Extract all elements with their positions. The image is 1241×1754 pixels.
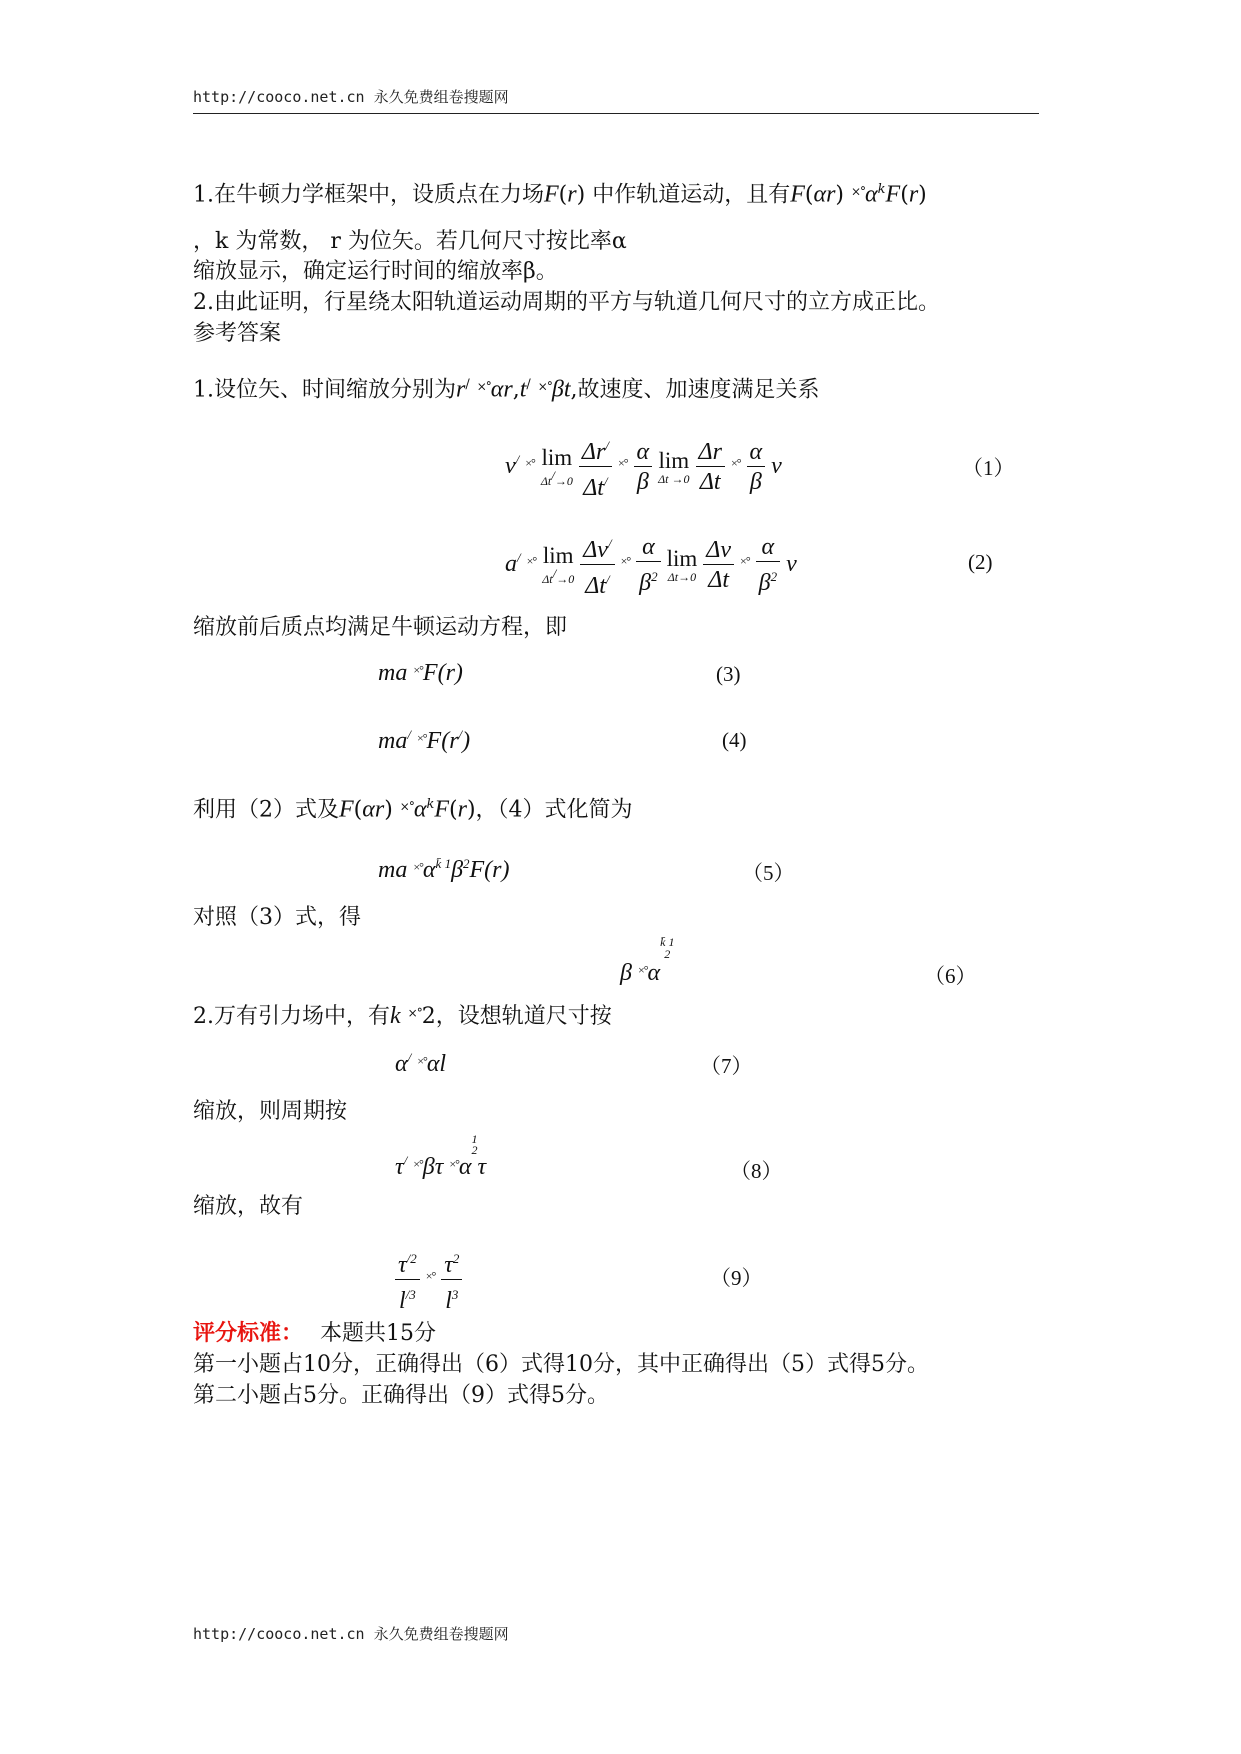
equation-7-number: （7） [700, 1054, 753, 1078]
grading-line-2: 第二小题占5分。正确得出（9）式得5分。 [193, 1383, 609, 1408]
grading-line-1: 第一小题占10分，正确得出（6）式得10分，其中正确得出（5）式得5分。 [193, 1352, 929, 1377]
text-eq5-intro-a: 利用（2）式及 [193, 797, 339, 823]
question-line-2: ，k 为常数， r 为位矢。若几何尺寸按比率α [193, 229, 627, 254]
equation-1: v/ ×° lim Δt/→0 $\frac{\Delta r^/}{\Delta t^/}$ ×° $\frac{\alpha}{\beta}$ lim Δt →0 $\frac{\Delta r}{\Delta t}$ ×° $\frac{\alpha}{\beta}$ v [505, 432, 782, 503]
text-eq5-intro-b: ，（4）式化简为 [475, 797, 633, 823]
equation-1-number: （1） [962, 456, 1015, 480]
text-eq6-intro: 对照（3）式，得 [193, 905, 361, 930]
text-part2-b: ，设想轨道尺寸按 [435, 1004, 612, 1029]
answer-intro-text: 1.设位矢、时间缩放分别为 [193, 377, 456, 403]
question-line-1: 1.在牛顿力学框架中，设质点在力场F(r) 中作轨道运动，且有F(αr) $^{\times^\circ}\alpha^kF(r)$ [193, 181, 927, 208]
text-eq8-intro: 缩放，则周期按 [193, 1099, 348, 1124]
page-header: http://cooco.net.cn 永久免费组卷搜题网 [193, 88, 509, 106]
equation-2-number: (2) [968, 550, 993, 574]
text-eq3-intro: 缩放前后质点均满足牛顿运动方程，即 [193, 615, 568, 640]
equation-8-number: （8） [730, 1159, 783, 1183]
equation-5: ma $^{\times^\circ}\alpha^{k̄ 1}\beta^2F(r)$ [378, 856, 510, 883]
grading-label: 评分标准： [193, 1320, 304, 1346]
equation-7: α/ ×°αl [395, 1050, 447, 1077]
question-line-3: 缩放显示，确定运行时间的缩放率β。 [193, 259, 558, 284]
answer-intro-tail: 故速度、加速度满足关系 [577, 377, 820, 403]
page-footer: http://cooco.net.cn 永久免费组卷搜题网 [193, 1625, 509, 1643]
equation-2: a/ ×° lim Δt/→0 $\frac{\Delta v^/}{\Delta t^/}$ ×° $\frac{\alpha}{\beta^2}$ lim Δt→0 $\frac{\Delta v}{\Delta t}$ ×° $\frac{\alpha}{\beta^2}$ v [505, 530, 797, 601]
equation-6-number: （6） [924, 964, 977, 988]
question-line-1-prefix: 1.在牛顿力学框架中，设质点在力场 [193, 182, 544, 208]
equation-3-number: (3) [716, 662, 741, 686]
equation-6: β ×°αk̄ 1 2 [620, 935, 675, 986]
question-line-4: 2.由此证明，行星绕太阳轨道运动周期的平方与轨道几何尺寸的立方成正比。 [193, 290, 940, 315]
text-part2: 2.万有引力场中，有k ×°2，设想轨道尺寸按 [193, 1003, 612, 1029]
question-line-1-middle: 中作轨道运动，且有 [592, 182, 791, 208]
equation-9-number: （9） [710, 1266, 763, 1290]
text-part2-a: 2.万有引力场中，有 [193, 1004, 390, 1029]
header-rule [193, 113, 1039, 114]
equation-5-number: （5） [742, 861, 795, 885]
equation-8: τ/ ×°βτ ×°α1 2τ [395, 1132, 487, 1180]
equation-9: $\frac{\tau^{/2}}{l^{/3}}$ ×° $\frac{\tau^2}{l^3}$ [395, 1245, 462, 1316]
equation-4-number: (4) [722, 728, 747, 752]
answer-heading: 参考答案 [193, 321, 282, 346]
equation-3: ma ×°F(r) [378, 660, 463, 686]
grading-title-line [193, 1318, 436, 1349]
text-eq9-intro: 缩放，故有 [193, 1194, 304, 1219]
equation-4: ma/ ×°F(r/) [378, 727, 471, 754]
text-eq5-intro: 利用（2）式及F(αr) $^{\times^\circ}\alpha^kF(r)$，（4）式化简为 [193, 796, 633, 823]
answer-intro: 1.设位矢、时间缩放分别为r/ ×°αr,t/ ×°βt,故速度、加速度满足关系 [193, 376, 820, 403]
grading-total: 本题共15分 [320, 1321, 437, 1346]
